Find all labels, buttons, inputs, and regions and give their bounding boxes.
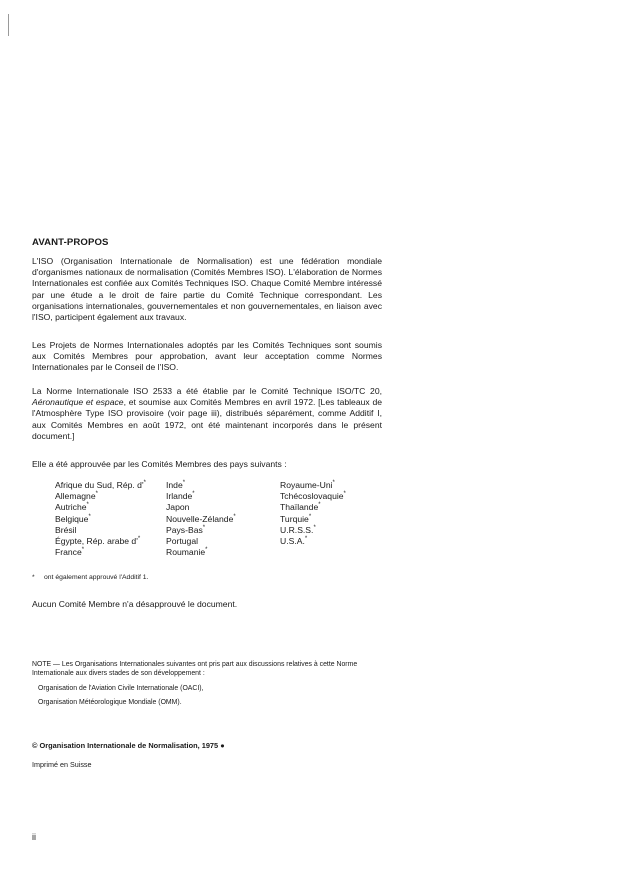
country-item [280, 514, 346, 525]
country-name: Irlande [166, 491, 193, 502]
country-item [166, 502, 236, 513]
country-mark: * [318, 502, 321, 509]
p3-committee-title: Aéronautique et espace [32, 397, 124, 408]
paragraph-draft-standards: Les Projets de Normes Internationales adoptés par les Comités Techniques sont soumis aux Comités Membres pour approbation, avant leur acceptation comme Normes Internationales par le Conseil de l'ISO. [32, 340, 382, 373]
country-name: Allemagne [55, 491, 96, 502]
country-mark: * [205, 547, 208, 554]
country-mark: * [88, 513, 91, 520]
country-item [55, 491, 146, 502]
country-item [55, 536, 146, 547]
country-item [280, 480, 346, 491]
country-name: Nouvelle-Zélande [166, 513, 234, 524]
country-mark: * [182, 480, 186, 486]
country-mark: * [233, 513, 236, 520]
country-name: Turquie [280, 513, 309, 524]
footnote [32, 574, 148, 581]
country-item [166, 491, 236, 502]
paragraph-approval-intro: Elle a été approuvée par les Comités Membres des pays suivants : [32, 459, 287, 469]
country-item [280, 536, 346, 547]
country-mark: * [313, 524, 316, 531]
country-item [55, 547, 146, 558]
country-name: U.R.S.S. [280, 524, 314, 535]
note-text: NOTE — Les Organisations Internationales suivantes ont pris part aux discussions relatives à cette Norme Internationale aux divers stades de son développement : [32, 661, 358, 677]
country-mark: * [332, 480, 335, 486]
country-name: Autriche [55, 502, 87, 513]
page-heading: AVANT-PROPOS [32, 237, 109, 248]
copyright-line: © Organisation Internationale de Normalisation, 1975 ● [32, 741, 225, 750]
country-item [280, 525, 346, 536]
paragraph-iso-overview: L'ISO (Organisation Internationale de Normalisation) est une fédération mondiale d'organismes nationaux de normalisation (Comités Membres ISO). L'élaboration de Normes Internationales est confiée aux Comités Techniques ISO. Chaque Comité Membre intéressé par une étude a le droit de faire partie du Comité Technique correspondant. Les organisations internationales, gouvernementales et non gouvernementales, en liaison avec l'ISO, participent également aux travaux. [32, 256, 382, 323]
country-mark: * [137, 536, 141, 543]
country-name: Afrique du Sud, Rép. d' [55, 480, 144, 490]
country-name: Égypte, Rép. arabe d' [55, 536, 138, 547]
country-name: Portugal [166, 536, 199, 547]
country-item [166, 480, 236, 491]
country-name: Tchécoslovaquie [280, 491, 344, 502]
no-disapproval-statement: Aucun Comité Membre n'a désapprouvé le document. [32, 599, 238, 609]
country-name: Belgique [55, 513, 89, 524]
country-column-1 [55, 480, 146, 558]
country-name: Royaume-Uni [280, 480, 333, 490]
country-item [55, 525, 146, 536]
country-item [166, 514, 236, 525]
country-mark: * [86, 502, 89, 509]
country-item [55, 502, 146, 513]
country-column-2 [166, 480, 236, 558]
footnote-mark: * [32, 574, 35, 581]
country-name: Roumanie [166, 547, 206, 558]
country-item [280, 502, 346, 513]
note-org-item: Organisation Météorologique Mondiale (OMM). [38, 699, 182, 706]
page-edge-mark [8, 14, 9, 36]
country-mark: * [192, 491, 195, 498]
country-mark: * [343, 491, 346, 498]
country-item [166, 547, 236, 558]
country-mark: * [81, 547, 85, 554]
country-mark: * [308, 513, 312, 520]
country-mark: * [304, 536, 308, 543]
country-item [280, 491, 346, 502]
country-item [166, 525, 236, 536]
country-item [55, 480, 146, 491]
country-name: Thaïlande [280, 502, 319, 513]
p3-text-after: , et soumise aux Comités Membres en avril 1972. [Les tableaux de l'Atmosphère Type ISO provisoire (voir page iii), distribués séparément, comme Additif I, aux Comités Membres en août 1972, ont été maintenant incorporés dans le présent document.] [32, 397, 383, 441]
country-name: Pays-Bas [166, 524, 203, 535]
footnote-text: ont également approuvé l'Additif 1. [44, 574, 149, 581]
country-name: Brésil [55, 524, 77, 535]
country-name: U.S.A. [280, 536, 305, 547]
country-mark: * [95, 491, 98, 498]
country-mark: * [143, 480, 146, 486]
country-name: Inde [166, 480, 183, 490]
printed-in: Imprimé en Suisse [32, 760, 92, 769]
country-item [55, 514, 146, 525]
page-number: ii [32, 832, 36, 842]
country-name: Japon [166, 502, 190, 513]
country-item [166, 536, 236, 547]
note-org-item: Organisation de l'Aviation Civile Internationale (OACI), [38, 685, 204, 692]
country-mark: * [202, 524, 206, 531]
country-name: France [55, 547, 82, 558]
p3-text-before: La Norme Internationale ISO 2533 a été établie par le Comité Technique ISO/TC 20, [32, 386, 382, 396]
paragraph-iso-2533 [32, 386, 382, 442]
country-column-3 [280, 480, 346, 547]
